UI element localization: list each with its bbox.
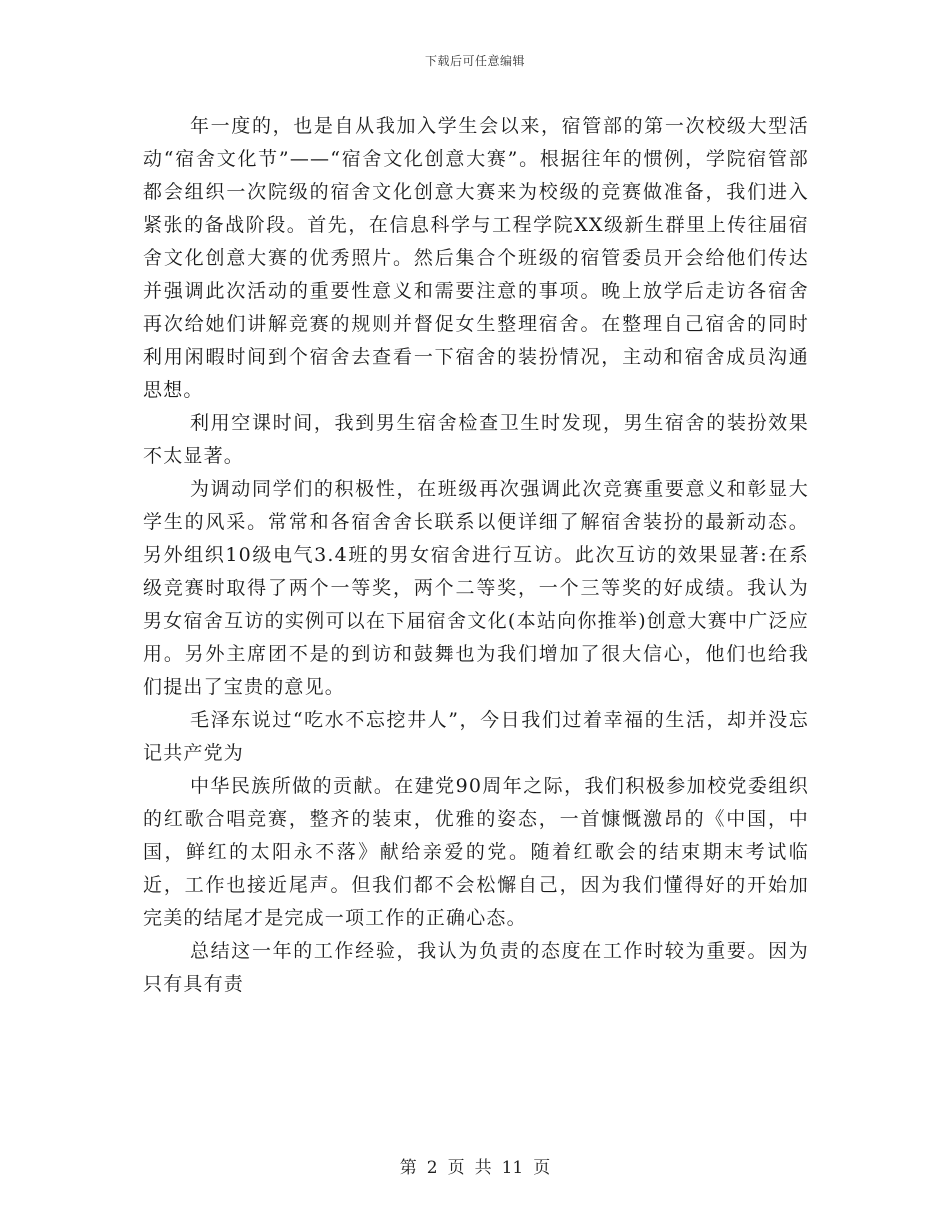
footer-page-word: 页 [447, 1158, 465, 1178]
paragraph-mutual-visits: 为调动同学们的积极性，在班级再次强调此次竞赛重要意义和彰显大学生的风采。常常和各宿舍舍长联系以便详细了解宿舍装扮的最新动态。另外组织10级电气3.4班的男女宿舍进行互访。此次互访的效果显著:在系级竞赛时取得了两个一等奖，两个二等奖，一个三等奖的好成绩。我认为男女宿舍互访的实例可以在下届宿舍文化(本站向你推举)创意大赛中广泛应用。另外主席团不是的到访和鼓舞也为我们增加了很大信心，他们也给我们提出了宝贵的意见。 [143, 478, 809, 698]
footer-suffix: 页 [533, 1158, 551, 1178]
current-page-number: 2 [426, 1158, 438, 1178]
document-body [143, 110, 809, 1001]
page-number-footer [0, 1153, 950, 1178]
paragraph-work-summary: 总结这一年的工作经验，我认为负责的态度在工作时较为重要。因为只有具有责 [143, 940, 809, 995]
paragraph-dorm-culture-festival: 年一度的，也是自从我加入学生会以来，宿管部的第一次校级大型活动“宿舍文化节”——“宿舍文化创意大赛”。根据往年的惯例，学院宿管部都会组织一次院级的宿舍文化创意大赛来为校级的竞赛做准备，我们进入紧张的备战阶段。首先，在信息科学与工程学院XX级新生群里上传往届宿舍文化创意大赛的优秀照片。然后集合个班级的宿管委员开会给他们传达并强调此次活动的重要性意义和需要注意的事项。晚上放学后走访各宿舍再次给她们讲解竞赛的规则并督促女生整理宿舍。在整理自己宿舍的同时利用闲暇时间到个宿舍去查看一下宿舍的装扮情况，主动和宿舍成员沟通思想。 [143, 115, 809, 401]
page-header-note: 下载后可任意编辑 [424, 54, 525, 68]
footer-total-word: 共 [474, 1158, 492, 1178]
total-pages-number: 11 [501, 1158, 524, 1178]
footer-prefix: 第 [399, 1158, 417, 1178]
paragraph-boys-dorm-check: 利用空课时间，我到男生宿舍检查卫生时发现，男生宿舍的装扮效果不太显著。 [143, 412, 809, 467]
paragraph-red-song-contest: 中华民族所做的贡献。在建党90周年之际，我们积极参加校党委组织的红歌合唱竞赛，整齐的装束，优雅的姿态，一首慷慨激昂的《中国，中国，鲜红的太阳永不落》献给亲爱的党。随着红歌会的结束期末考试临近，工作也接近尾声。但我们都不会松懈自己，因为我们懂得好的开始加完美的结尾才是完成一项工作的正确心态。 [143, 775, 809, 929]
paragraph-mao-quote: 毛泽东说过“吃水不忘挖井人”，今日我们过着幸福的生活，却并没忘记共产党为 [143, 709, 809, 764]
